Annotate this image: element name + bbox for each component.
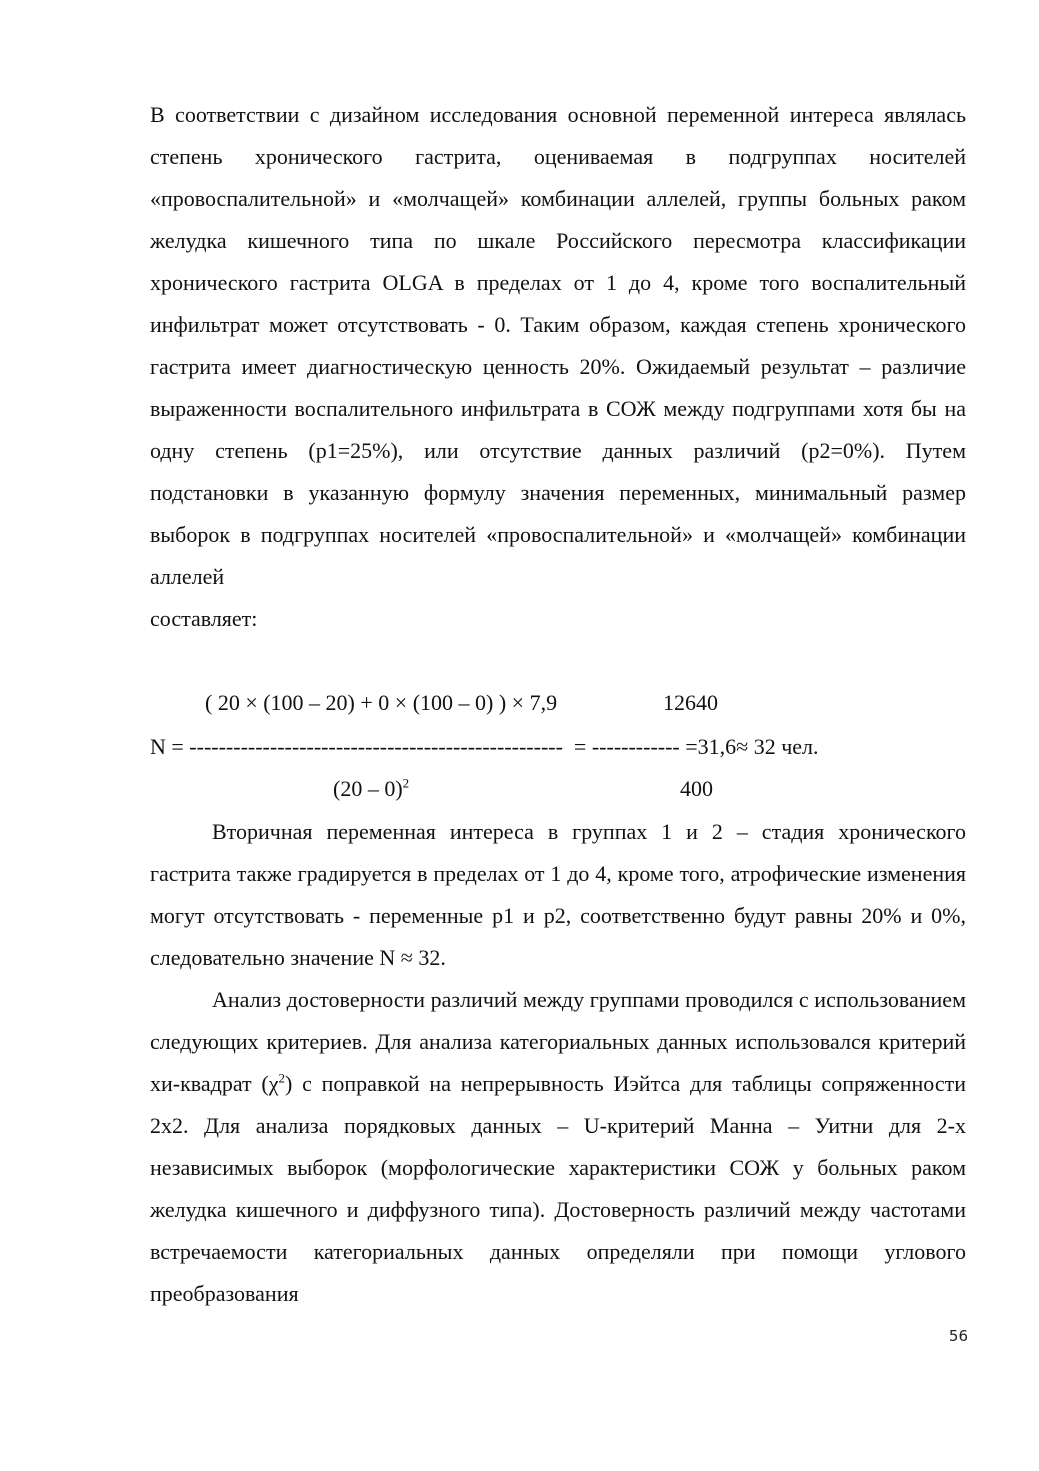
formula-numerator-result: 12640	[663, 690, 718, 715]
statistical-methods-text-part-1: Анализ достоверности различий между группами проводился с использованием следующих критериев. Для анализа категориальных данных использовался критерий хи-квадрат (χ	[150, 987, 966, 1096]
paragraph-secondary-variable: Вторичная переменная интереса в группах 1 и 2 – стадия хронического гастрита также градируется в пределах от 1 до 4, кроме того, атрофические изменения могут отсутствовать - переменные p1 и p2, соответственно будут равны 20% и 0%, следовательно значение N ≈ 32.	[150, 819, 966, 970]
page-number: 56	[948, 1327, 968, 1345]
formula-denominator-result: 400	[680, 776, 713, 801]
formula-denominator-exponent: 2	[402, 775, 410, 791]
formula-denominator	[333, 776, 409, 802]
paragraph-sample-size-rationale-end: составляет:	[150, 606, 258, 631]
paragraph-statistical-methods	[150, 979, 966, 1315]
statistical-methods-text-part-2: ) с поправкой на непрерывность Иэйтса для таблицы сопряженности 2x2. Для анализа порядковых данных – U-критерий Манна – Уитни для 2-х независимых выборок (морфологические характеристики СОЖ у больных раком желудка кишечного и диффузного типа). Достоверность различий между частотами встречаемости категориальных данных определяли при помощи углового преобразования	[150, 1071, 967, 1306]
formula-equation-line: N = --------------------------------------------------- = ------------ =31,6≈ 32 чел.	[150, 734, 819, 759]
formula-numerator: ( 20 × (100 – 20) + 0 × (100 – 0) ) × 7,9	[205, 690, 558, 715]
formula-denominator-base: (20 – 0)	[333, 776, 403, 801]
paragraph-sample-size-rationale: В соответствии с дизайном исследования основной переменной интереса являлась степень хронического гастрита, оцениваемая в подгруппах носителей «провоспалительной» и «молчащей» комбинации аллелей, группы больных раком желудка кишечного типа по шкале Российского пересмотра классификации хронического гастрита OLGA в пределах от 1 до 4, кроме того воспалительный инфильтрат может отсутствовать - 0. Таким образом, каждая степень хронического гастрита имеет диагностическую ценность 20%. Ожидаемый результат – различие выраженности воспалительного инфильтрата в СОЖ между подгруппами хотя бы на одну степень (p1=25%), или отсутствие данных различий (p2=0%). Путем подстановки в указанную формулу значения переменных, минимальный размер выборок в подгруппах носителей «провоспалительной» и «молчащей» комбинации аллелей	[150, 102, 966, 589]
chi-square-exponent: 2	[278, 1070, 286, 1086]
